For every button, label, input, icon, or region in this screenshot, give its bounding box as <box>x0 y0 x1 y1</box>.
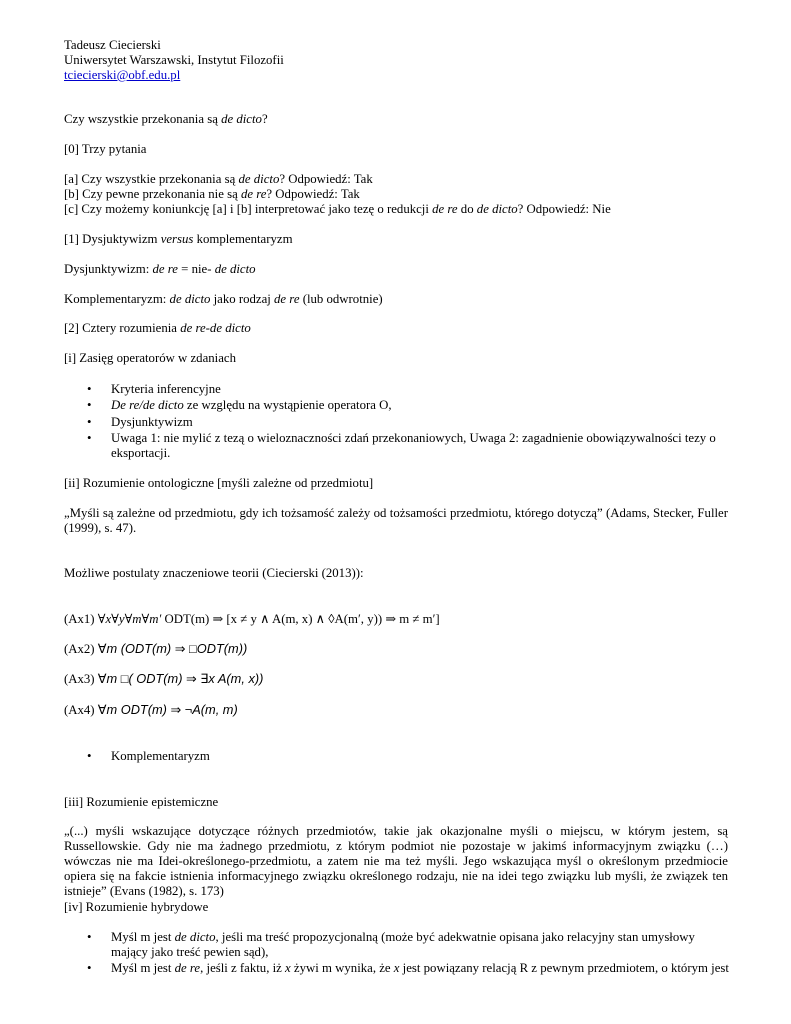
postulates-intro: Możliwe postulaty znaczeniowe teorii (Ciecierski (2013)): <box>64 566 364 580</box>
affiliation: Uniwersytet Warszawski, Instytut Filozofii <box>64 53 284 67</box>
bullet-icon: • <box>87 961 92 975</box>
section-1-heading: [1] Dysjuktywizm versus komplementaryzm <box>64 232 293 246</box>
bullet-item: De re/de dicto ze względu na wystąpienie operatora O, <box>111 398 392 412</box>
question-c: [c] Czy możemy koniunkcję [a] i [b] interpretować jako tezę o redukcji de re do de dicto? Odpowiedź: Nie <box>64 202 611 216</box>
bullet-item: Kryteria inferencyjne <box>111 382 221 396</box>
bullet-icon: • <box>87 749 92 763</box>
bullet-item: Myśl m jest de dicto, jeśli ma treść propozycjonalną (może być adekwatnie opisana jako relacyjny stan umysłowy mający jako treść pewien sąd), <box>111 930 695 959</box>
bullet-icon: • <box>87 415 92 429</box>
bullet-item-continuation: eksportacji. <box>111 446 171 460</box>
bullet-item: Myśl m jest de re, jeśli z faktu, iż x żywi m wynika, że x jest powiązany relacją R z pewnym przedmiotem, o którym jest <box>111 961 729 975</box>
document-title: Czy wszystkie przekonania są de dicto? <box>64 112 268 126</box>
subsection-ii-heading: [ii] Rozumienie ontologiczne [myśli zależne od przedmiotu] <box>64 476 374 490</box>
ontological-quote: „Myśli są zależne od przedmiotu, gdy ich tożsamość zależy od tożsamości przedmiotu, którego dotyczą” (Adams, Stecker, Fuller (1999), s. 47). <box>64 506 728 535</box>
bullet-item: Komplementaryzm <box>111 749 210 763</box>
bullet-icon: • <box>87 398 92 412</box>
axiom-4: (Ax4) ∀m ODT(m) ⇒ ¬A(m, m) <box>64 702 238 717</box>
bullet-icon: • <box>87 930 92 944</box>
axiom-1: (Ax1) ∀x∀y∀m∀m′ ODT(m) ⇒ [x ≠ y ∧ A(m, x) ∧ ◊A(m′, y)) ⇒ m ≠ m′] <box>64 612 440 626</box>
email-link[interactable]: tciecierski@obf.edu.pl <box>64 68 181 82</box>
epistemic-quote: „(...) myśli wskazujące dotyczące różnych przedmiotów, takie jak okazjonalne myśli o miejscu, w którym jestem, są Russellowskie. Gdy nie ma żadnego przedmiotu, z którym podmiot nie pozostaje w jakimś informacyjnym związku (…) wówczas nie ma Idei-określonego-przedmiotu, a zatem nie ma też myśli. Jego wskazująca myśl o określonym przedmiocie opiera się na fakcie istnienia informacyjnego związku określonego rodzaju, nie na idei tego związku lub myśli, że związek ten istnieje” (Evans (1982), s. 173) <box>64 824 728 898</box>
subsection-iii-heading: [iii] Rozumienie epistemiczne <box>64 795 219 809</box>
komplementaryzm-definition: Komplementaryzm: de dicto jako rodzaj de re (lub odwrotnie) <box>64 292 383 306</box>
section-0-heading: [0] Trzy pytania <box>64 142 147 156</box>
bullet-item: Uwaga 1: nie mylić z tezą o wieloznaczności zdań przekonaniowych, Uwaga 2: zagadnienie obowiązywalności tezy o <box>111 431 716 445</box>
question-b: [b] Czy pewne przekonania nie są de re? Odpowiedź: Tak <box>64 187 360 201</box>
bullet-icon: • <box>87 431 92 445</box>
subsection-iv-heading: [iv] Rozumienie hybrydowe <box>64 900 209 914</box>
axiom-3: (Ax3) ∀m □( ODT(m) ⇒ ∃x A(m, x)) <box>64 671 264 686</box>
bullet-icon: • <box>87 382 92 396</box>
subsection-i-heading: [i] Zasięg operatorów w zdaniach <box>64 351 236 365</box>
author-name: Tadeusz Ciecierski <box>64 38 161 52</box>
section-2-heading: [2] Cztery rozumienia de re-de dicto <box>64 321 251 335</box>
bullet-item: Dysjunktywizm <box>111 415 193 429</box>
question-a: [a] Czy wszystkie przekonania są de dicto? Odpowiedź: Tak <box>64 172 373 186</box>
axiom-2: (Ax2) ∀m (ODT(m) ⇒ □ODT(m)) <box>64 641 248 656</box>
dysjunktywizm-definition: Dysjunktywizm: de re = nie- de dicto <box>64 262 256 276</box>
